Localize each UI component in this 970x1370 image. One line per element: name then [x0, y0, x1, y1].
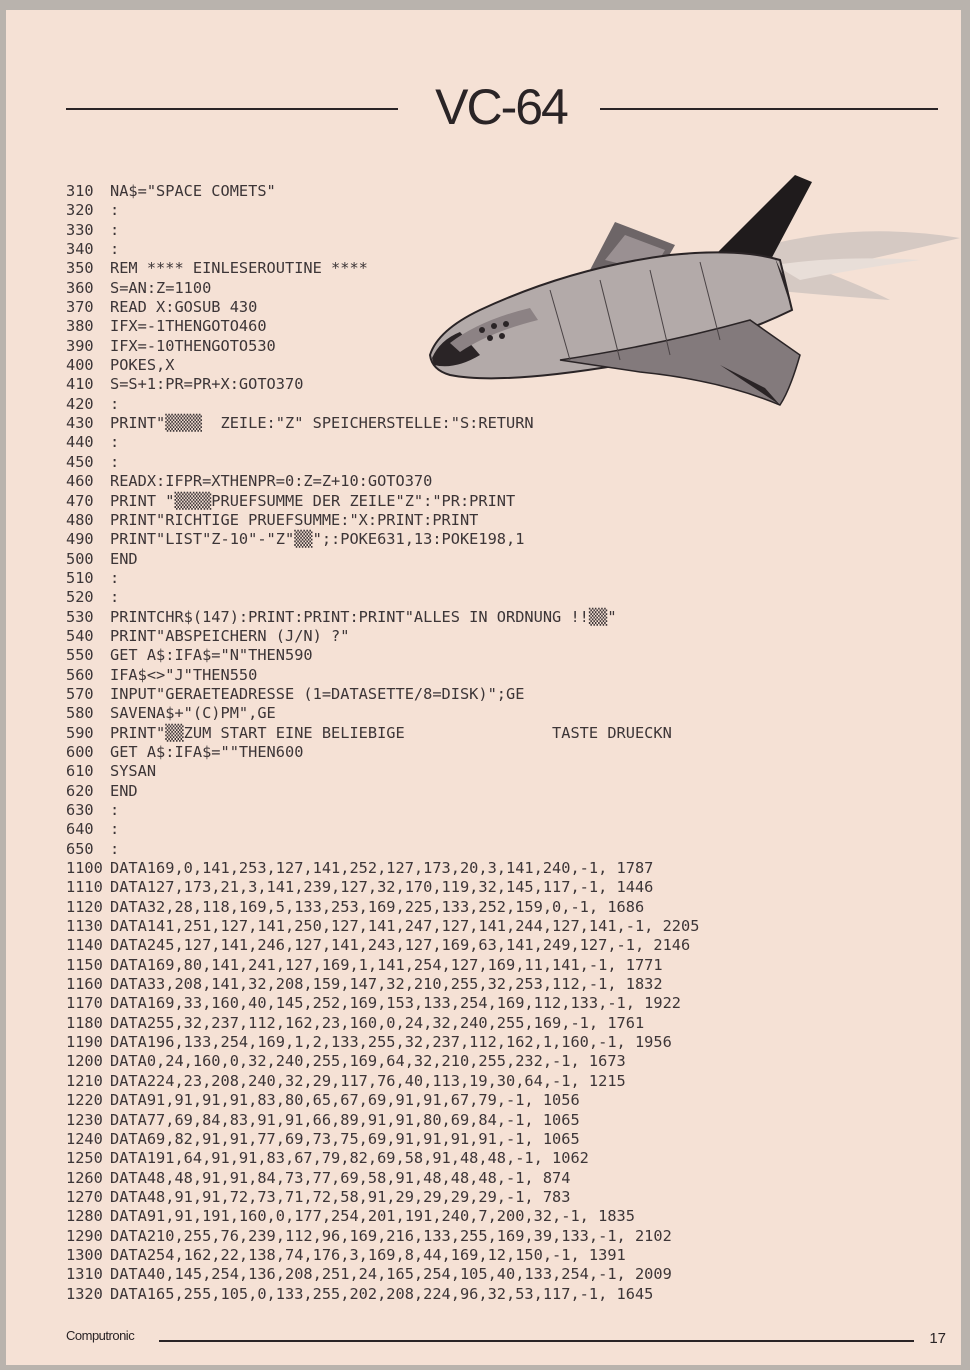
code-line [66, 762, 946, 781]
code-line [66, 1169, 946, 1188]
line-number: 350 [66, 259, 94, 278]
line-number: 540 [66, 626, 94, 645]
code-text: DATA169,80,141,241,127,169,1,141,254,127,169,11,141,-1, 1771 [110, 955, 663, 974]
line-number: 550 [66, 646, 94, 665]
line-number: 1210 [66, 1071, 103, 1090]
code-text: SAVENA$+"(C)PM",GE [110, 704, 276, 723]
code-text: DATA191,64,91,91,83,67,79,82,69,58,91,48,48,-1, 1062 [110, 1149, 589, 1168]
code-text: : [110, 201, 120, 220]
page-title: VC-64 [435, 79, 567, 135]
space-shuttle-illustration [420, 160, 960, 420]
code-text: DATA91,91,191,160,0,177,254,201,191,240,7,200,32,-1, 1835 [110, 1207, 635, 1226]
header-rule-right [600, 108, 938, 110]
code-line [66, 1265, 946, 1284]
line-number: 430 [66, 414, 94, 433]
code-line [66, 492, 946, 511]
code-line [66, 724, 946, 743]
code-line [66, 569, 946, 588]
code-text: S=AN:Z=1100 [110, 278, 212, 297]
code-text: GET A$:IFA$="N"THEN590 [110, 646, 313, 665]
code-line [66, 936, 946, 955]
line-number: 1170 [66, 994, 103, 1013]
code-text: DATA141,251,127,141,250,127,141,247,127,141,244,127,141,-1, 2205 [110, 917, 700, 936]
code-text: : [110, 220, 120, 239]
line-number: 610 [66, 762, 94, 781]
code-text: DATA196,133,254,169,1,2,133,255,32,237,112,162,1,160,-1, 1956 [110, 1033, 672, 1052]
code-text: END [110, 781, 138, 800]
line-number: 360 [66, 278, 94, 297]
line-number: 1280 [66, 1207, 103, 1226]
code-text: INPUT"GERAETEADRESSE (1=DATASETTE/8=DISK)";GE [110, 684, 525, 703]
code-text: DATA169,0,141,253,127,141,252,127,173,20,3,141,240,-1, 1787 [110, 859, 654, 878]
code-text: DATA255,32,237,112,162,23,160,0,24,32,240,255,169,-1, 1761 [110, 1013, 645, 1032]
line-number: 370 [66, 298, 94, 317]
code-text: END [110, 549, 138, 568]
code-text: REM **** EINLESEROUTINE **** [110, 259, 368, 278]
code-line [66, 743, 946, 762]
code-line [66, 994, 946, 1013]
line-number: 630 [66, 801, 94, 819]
line-number: 640 [66, 820, 94, 839]
code-text: : [110, 394, 120, 413]
line-number: 1100 [66, 859, 103, 878]
code-text: DATA32,28,118,169,5,133,253,169,225,133,252,159,0,-1, 1686 [110, 897, 645, 916]
line-number: 500 [66, 549, 94, 568]
line-number: 510 [66, 568, 94, 587]
code-line [66, 859, 946, 878]
code-text: DATA169,33,160,40,145,252,169,153,133,254,169,112,133,-1, 1922 [110, 994, 681, 1013]
line-number: 570 [66, 684, 94, 703]
code-text: PRINT"▒▒▒▒ ZEILE:"Z" SPEICHERSTELLE:"S:RETURN [110, 414, 534, 433]
line-number: 310 [66, 182, 94, 200]
code-line [66, 820, 946, 839]
line-number: 420 [66, 394, 94, 413]
line-number: 400 [66, 356, 94, 375]
code-text: : [110, 588, 120, 607]
code-text: DATA91,91,91,91,83,80,65,67,69,91,91,67,79,-1, 1056 [110, 1091, 580, 1110]
code-text: IFA$<>"J"THEN550 [110, 665, 258, 684]
code-text: DATA77,69,84,83,91,91,66,89,91,91,80,69,84,-1, 1065 [110, 1110, 580, 1129]
line-number: 1250 [66, 1149, 103, 1168]
line-number: 1160 [66, 975, 103, 994]
code-line [66, 1033, 946, 1052]
code-text: PRINT"▒▒ZUM START EINE BELIEBIGE TASTE DRUECKN [110, 723, 672, 742]
code-line [66, 1130, 946, 1149]
footer-rule [159, 1340, 914, 1342]
code-text: READ X:GOSUB 430 [110, 298, 258, 317]
code-line [66, 1188, 946, 1207]
code-line [66, 530, 946, 549]
code-line [66, 550, 946, 569]
line-number: 590 [66, 723, 94, 742]
code-text: PRINTCHR$(147):PRINT:PRINT:PRINT"ALLES IN ORDNUNG !!▒▒" [110, 607, 617, 626]
code-line [66, 627, 946, 646]
code-line [66, 1227, 946, 1246]
line-number: 1200 [66, 1052, 103, 1071]
code-text: PRINT"ABSPEICHERN (J/N) ?" [110, 626, 350, 645]
line-number: 1240 [66, 1129, 103, 1148]
magazine-page [6, 10, 961, 1365]
line-number: 330 [66, 220, 94, 239]
line-number: 1260 [66, 1168, 103, 1187]
code-text: SYSAN [110, 762, 157, 781]
code-text: DATA254,162,22,138,74,176,3,169,8,44,169,12,150,-1, 1391 [110, 1245, 626, 1264]
line-number: 1310 [66, 1265, 103, 1284]
line-number: 1320 [66, 1284, 103, 1303]
code-text: : [110, 801, 120, 819]
code-text: PRINT"RICHTIGE PRUEFSUMME:"X:PRINT:PRINT [110, 510, 479, 529]
line-number: 530 [66, 607, 94, 626]
code-text: NA$="SPACE COMETS" [110, 182, 276, 200]
page-header [6, 79, 961, 135]
line-number: 650 [66, 839, 94, 858]
line-number: 1270 [66, 1187, 103, 1206]
line-number: 1290 [66, 1226, 103, 1245]
code-line [66, 1052, 946, 1071]
code-line [66, 1285, 946, 1304]
code-line [66, 956, 946, 975]
line-number: 440 [66, 433, 94, 452]
code-text: : [110, 568, 120, 587]
code-line [66, 704, 946, 723]
line-number: 410 [66, 375, 94, 394]
line-number: 380 [66, 317, 94, 336]
code-text: : [110, 433, 120, 452]
code-text: DATA33,208,141,32,208,159,147,32,210,255,32,253,112,-1, 1832 [110, 975, 663, 994]
code-text: : [110, 452, 120, 471]
code-line [66, 1014, 946, 1033]
line-number: 1130 [66, 917, 103, 936]
code-text: PRINT"LIST"Z-10"-"Z"▒▒";:POKE631,13:POKE198,1 [110, 530, 525, 549]
code-text: DATA245,127,141,246,127,141,243,127,169,63,141,249,127,-1, 2146 [110, 936, 691, 955]
code-line [66, 646, 946, 665]
line-number: 1140 [66, 936, 103, 955]
line-number: 620 [66, 781, 94, 800]
code-line [66, 801, 946, 820]
line-number: 580 [66, 704, 94, 723]
code-text: PRINT "▒▒▒▒PRUEFSUMME DER ZEILE"Z":"PR:PRINT [110, 491, 516, 510]
code-line [66, 453, 946, 472]
code-text: : [110, 839, 120, 858]
code-line [66, 511, 946, 530]
code-line [66, 975, 946, 994]
header-rule-left [66, 108, 398, 110]
code-text: DATA0,24,160,0,32,240,255,169,64,32,210,255,232,-1, 1673 [110, 1052, 626, 1071]
code-text: DATA127,173,21,3,141,239,127,32,170,119,32,145,117,-1, 1446 [110, 878, 654, 897]
code-line [66, 1149, 946, 1168]
code-line [66, 898, 946, 917]
code-line [66, 917, 946, 936]
line-number: 560 [66, 665, 94, 684]
line-number: 1110 [66, 878, 103, 897]
line-number: 600 [66, 742, 94, 761]
code-line [66, 840, 946, 859]
code-line [66, 1207, 946, 1226]
line-number: 450 [66, 452, 94, 471]
line-number: 1190 [66, 1033, 103, 1052]
line-number: 390 [66, 336, 94, 355]
line-number: 1300 [66, 1245, 103, 1264]
code-text: POKES,X [110, 356, 175, 375]
code-text: IFX=-1THENGOTO460 [110, 317, 267, 336]
line-number: 1220 [66, 1091, 103, 1110]
code-line [66, 878, 946, 897]
code-text: DATA165,255,105,0,133,255,202,208,224,96,32,53,117,-1, 1645 [110, 1284, 654, 1303]
line-number: 460 [66, 472, 94, 491]
page-footer [66, 1328, 946, 1348]
line-number: 1150 [66, 955, 103, 974]
code-text: DATA210,255,76,239,112,96,169,216,133,255,169,39,133,-1, 2102 [110, 1226, 672, 1245]
code-text: : [110, 820, 120, 839]
code-line [66, 588, 946, 607]
code-text: DATA69,82,91,91,77,69,73,75,69,91,91,91,91,-1, 1065 [110, 1129, 580, 1148]
page-number: 17 [929, 1330, 946, 1347]
line-number: 320 [66, 201, 94, 220]
code-text: DATA40,145,254,136,208,251,24,165,254,105,40,133,254,-1, 2009 [110, 1265, 672, 1284]
code-text: DATA48,48,91,91,84,73,77,69,58,91,48,48,48,-1, 874 [110, 1168, 571, 1187]
code-line [66, 1246, 946, 1265]
line-number: 520 [66, 588, 94, 607]
code-line [66, 1072, 946, 1091]
code-text: S=S+1:PR=PR+X:GOTO370 [110, 375, 304, 394]
code-line [66, 472, 946, 491]
code-text: DATA48,91,91,72,73,71,72,58,91,29,29,29,29,-1, 783 [110, 1187, 571, 1206]
code-line [66, 666, 946, 685]
code-line [66, 608, 946, 627]
publisher-name: Computronic [66, 1328, 135, 1343]
code-line [66, 782, 946, 801]
code-line [66, 433, 946, 452]
code-line [66, 685, 946, 704]
code-text: IFX=-10THENGOTO530 [110, 336, 276, 355]
code-text: GET A$:IFA$=""THEN600 [110, 742, 304, 761]
line-number: 1120 [66, 897, 103, 916]
line-number: 1230 [66, 1110, 103, 1129]
line-number: 490 [66, 530, 94, 549]
line-number: 340 [66, 240, 94, 259]
code-line [66, 1111, 946, 1130]
line-number: 1180 [66, 1013, 103, 1032]
code-text: READX:IFPR=XTHENPR=0:Z=Z+10:GOTO370 [110, 472, 433, 491]
line-number: 480 [66, 510, 94, 529]
line-number: 470 [66, 491, 94, 510]
code-text: DATA224,23,208,240,32,29,117,76,40,113,19,30,64,-1, 1215 [110, 1071, 626, 1090]
code-text: : [110, 240, 120, 259]
code-line [66, 1091, 946, 1110]
